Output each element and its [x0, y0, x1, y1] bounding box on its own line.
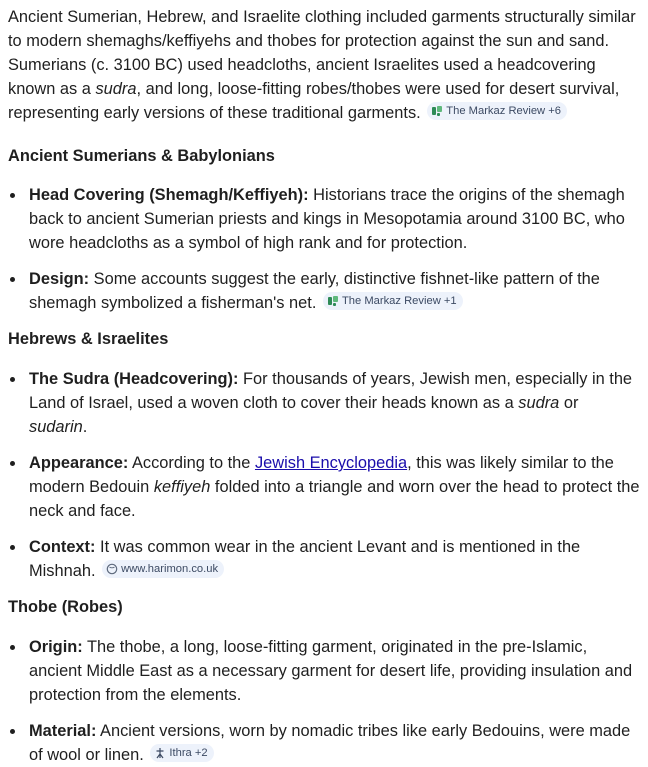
citation-chip-ithra[interactable]	[150, 744, 213, 762]
list-item	[8, 451, 640, 523]
item-term: Design:	[29, 270, 90, 288]
item-text: It was common wear in the ancient Levant and is mentioned in the Mishnah.	[29, 538, 581, 580]
globe-icon	[106, 563, 118, 575]
item-term: Head Covering (Shemagh/Keffiyeh):	[29, 186, 309, 204]
item-text: Ancient versions, worn by nomadic tribes like early Bedouins, were made of wool or linen.	[29, 722, 631, 764]
list-item	[8, 635, 640, 707]
citation-chip-markaz[interactable]	[323, 292, 463, 310]
markaz-icon	[327, 295, 339, 307]
citation-chip-markaz[interactable]	[427, 102, 567, 120]
item-term: The Sudra (Headcovering):	[29, 370, 239, 388]
intro-text-1: Ancient Sumerian, Hebrew, and Israelite clothing included garments structurally similar to modern shemaghs/keffiyehs and thobes for protection against the sun and sand. Sumerians (c. 3100 BC) used headcloths, ancient Israelites used a headcovering known as a	[8, 8, 636, 98]
item-text: .	[82, 418, 88, 436]
item-text: According to the	[128, 454, 255, 472]
citation-label: The Markaz Review +1	[341, 295, 457, 307]
item-text: folded into a triangle and worn over the head to protect the neck and face.	[29, 478, 640, 520]
sumerians-list	[8, 183, 640, 315]
list-item	[8, 719, 640, 767]
section-title-thobe: Thobe (Robes)	[8, 598, 123, 616]
item-emphasis: sudra	[518, 394, 560, 412]
list-item	[8, 183, 640, 255]
item-text: For thousands of years, Jewish men, especially in the Land of Israel, used a woven cloth to cover their heads known as a	[29, 370, 633, 412]
ithra-icon	[154, 747, 166, 759]
item-text: The thobe, a long, loose-fitting garment, originated in the pre-Islamic, ancient Middle East as a necessary garment for desert life, providing insulation and protection from the elements.	[29, 638, 633, 704]
intro-sudra-term: sudra	[95, 80, 137, 98]
section-title-hebrews: Hebrews & Israelites	[8, 330, 169, 348]
item-term: Appearance:	[29, 454, 129, 472]
item-text: Some accounts suggest the early, distinctive fishnet-like pattern of the shemagh symbolized a fisherman's net.	[29, 270, 600, 312]
item-term: Context:	[29, 538, 96, 556]
item-text: , this was likely similar to the modern Bedouin	[29, 454, 614, 496]
citation-chip-harimon[interactable]	[102, 560, 224, 578]
citation-label: www.harimon.co.uk	[121, 563, 219, 575]
item-term: Material:	[29, 722, 97, 740]
citation-label: The Markaz Review +6	[446, 105, 561, 117]
item-text: Historians trace the origins of the shemagh back to ancient Sumerian priests and kings in Mesopotamia around 3100 BC, who wore headcloths as a symbol of high rank and for protection.	[29, 186, 625, 252]
citation-label: Ithra +2	[169, 747, 208, 759]
item-emphasis: keffiyeh	[153, 478, 211, 496]
list-item	[8, 367, 640, 439]
item-term: Origin:	[29, 638, 83, 656]
hebrews-list	[8, 367, 640, 583]
intro-paragraph	[8, 5, 640, 125]
section-title-sumerians: Ancient Sumerians & Babylonians	[8, 147, 275, 165]
list-item	[8, 535, 640, 583]
item-emphasis: sudarin	[29, 418, 83, 436]
intro-text-2: , and long, loose-fitting robes/thobes were used for desert survival, representing early versions of these traditional garments.	[8, 80, 620, 122]
list-item	[8, 267, 640, 315]
thobe-list	[8, 635, 640, 767]
item-text: or	[559, 394, 579, 412]
jewish-encyclopedia-link[interactable]: Jewish Encyclopedia	[254, 454, 408, 472]
markaz-icon	[431, 105, 443, 117]
